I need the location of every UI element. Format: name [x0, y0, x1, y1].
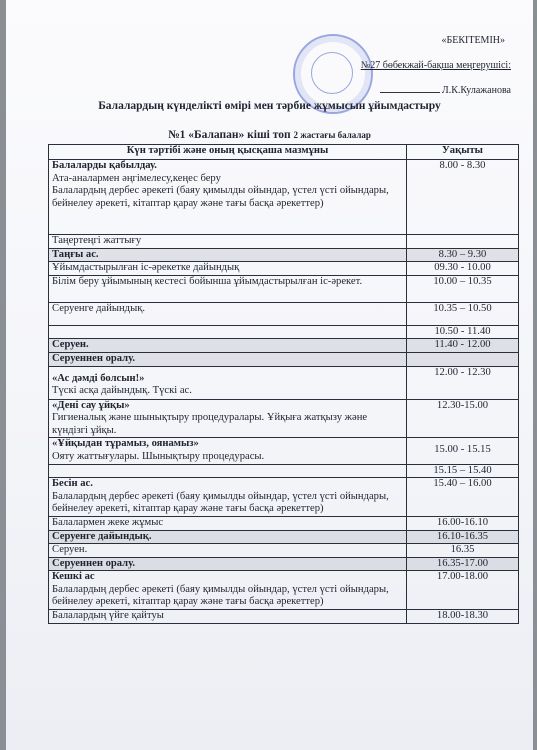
- group-age: 2 жастағы балалар: [293, 130, 371, 140]
- activity-cell: Таңғы ас.: [49, 248, 407, 262]
- table-row: [49, 438, 519, 464]
- activity-line: Балалардың дербес әрекеті (баяу қимылды ойындар, үстел үсті ойындары, бейнелеу әрекеті, кітаптар қарау және тағы басқа әрекеттер): [52, 185, 389, 209]
- group-name: №1 «Балапан» кіші топ: [168, 129, 291, 141]
- signature-underline: [380, 92, 440, 93]
- activity-cell: Серуеннен оралу.: [49, 557, 407, 571]
- time-cell: 12.00 - 12.30: [407, 366, 519, 399]
- activity-cell: [49, 478, 407, 517]
- page-title: Балалардың күнделікті өмірі мен тәрбие жұмысын ұйымдастыру: [98, 100, 441, 112]
- table-row: [49, 262, 519, 276]
- activity-title: «Дені сау ұйқы»: [52, 399, 130, 411]
- time-cell: 16.35-17.00: [407, 557, 519, 571]
- activity-cell: Серуенге дайындық.: [49, 302, 407, 325]
- schedule-table: [48, 144, 519, 624]
- table-row: [49, 399, 519, 438]
- time-cell: 11.40 - 12.00: [407, 339, 519, 353]
- time-cell: 15.40 – 16.00: [407, 478, 519, 517]
- table-row: [49, 571, 519, 610]
- activity-cell: [49, 399, 407, 438]
- table-row: [49, 325, 519, 339]
- table-row: [49, 339, 519, 353]
- activity-cell: [49, 438, 407, 464]
- time-cell: 16.35: [407, 544, 519, 558]
- table-row: [49, 464, 519, 478]
- time-cell: 16.00-16.10: [407, 516, 519, 530]
- table-row: [49, 352, 519, 366]
- activity-line: Балалардың дербес әрекеті (баяу қимылды ойындар, үстел үсті ойындары, бейнелеу әрекеті, кітаптар қарау және тағы басқа әрекеттер): [52, 583, 389, 608]
- activity-cell: Серуенге дайындық.: [49, 530, 407, 544]
- document-page: [6, 0, 533, 750]
- activity-cell: Серуен.: [49, 339, 407, 353]
- activity-cell: Серуен.: [49, 544, 407, 558]
- approval-name: Л.К.Кулажанова: [441, 85, 511, 96]
- approval-position: №27 бөбекжай-бақша меңгерушісі:: [360, 60, 511, 71]
- time-cell: 12.30-15.00: [407, 399, 519, 438]
- activity-cell: [49, 366, 407, 399]
- activity-line: Балалардың дербес әрекеті (баяу қимылды ойындар, үстел үсті ойындары, бейнелеу әрекеті, кітаптар қарау және тағы басқа әрекеттер): [52, 490, 389, 515]
- activity-cell: [49, 571, 407, 610]
- time-cell: [407, 235, 519, 249]
- activity-title: «Ұйқыдан тұрамыз, оянамыз»: [52, 438, 199, 450]
- activity-title: Балаларды қабылдау.: [52, 160, 157, 171]
- activity-line: Ояту жаттығулары. Шынықтыру процедурасы.: [52, 450, 265, 462]
- time-cell: 8.30 – 9.30: [407, 248, 519, 262]
- activity-title: «Ас дәмді болсын!»: [52, 372, 145, 384]
- table-row: [49, 478, 519, 517]
- activity-line: Түскі асқа дайындық. Түскі ас.: [52, 385, 192, 397]
- table-header-row: [49, 145, 519, 160]
- activity-cell: Балалардың үйге қайтуы: [49, 610, 407, 624]
- table-row: [49, 248, 519, 262]
- time-cell: 10.35 – 10.50: [407, 302, 519, 325]
- activity-cell: Білім беру ұйымының кестесі бойынша ұйымдастырылған іс-әрекет.: [49, 275, 407, 302]
- table-row: [49, 160, 519, 235]
- table-row: [49, 610, 519, 624]
- approval-heading: «БЕКІТЕМІН»: [441, 35, 505, 46]
- activity-cell: Балалармен жеке жұмыс: [49, 516, 407, 530]
- time-cell: 15.00 - 15.15: [407, 438, 519, 464]
- table-row: [49, 366, 519, 399]
- time-cell: 09.30 - 10.00: [407, 262, 519, 276]
- activity-cell: [49, 325, 407, 339]
- approval-block: [321, 28, 511, 103]
- time-cell: 18.00-18.30: [407, 610, 519, 624]
- time-cell: 10.00 – 10.35: [407, 275, 519, 302]
- activity-cell: Таңертеңгі жаттығу: [49, 235, 407, 249]
- time-cell: 15.15 – 15.40: [407, 464, 519, 478]
- table-row: [49, 302, 519, 325]
- time-cell: [407, 352, 519, 366]
- table-row: [49, 530, 519, 544]
- header-time: Уақыты: [407, 145, 519, 160]
- activity-cell: [49, 464, 407, 478]
- activity-title: Кешкі ас: [52, 571, 95, 583]
- activity-cell: Серуеннен оралу.: [49, 352, 407, 366]
- table-row: [49, 516, 519, 530]
- activity-cell: [49, 160, 407, 235]
- header-activity: Күн тәртібі және оның қысқаша мазмұны: [49, 145, 407, 160]
- table-row: [49, 544, 519, 558]
- time-cell: 16.10-16.35: [407, 530, 519, 544]
- activity-line: Ата-аналармен әңгімелесу,кеңес беру: [52, 172, 221, 184]
- activity-cell: Ұйымдастырылған іс-әрекетке дайындық: [49, 262, 407, 276]
- time-cell: 8.00 - 8.30: [407, 160, 519, 235]
- page-subtitle: [6, 129, 533, 141]
- table-row: [49, 557, 519, 571]
- table-row: [49, 275, 519, 302]
- table-row: [49, 235, 519, 249]
- time-cell: 17.00-18.00: [407, 571, 519, 610]
- activity-title: Бесін ас.: [52, 478, 93, 490]
- time-cell: 10.50 - 11.40: [407, 325, 519, 339]
- activity-line: Гигиеналық және шынықтыру процедуралары. Ұйқыға жатқызу және күндізгі ұйқы.: [52, 412, 368, 436]
